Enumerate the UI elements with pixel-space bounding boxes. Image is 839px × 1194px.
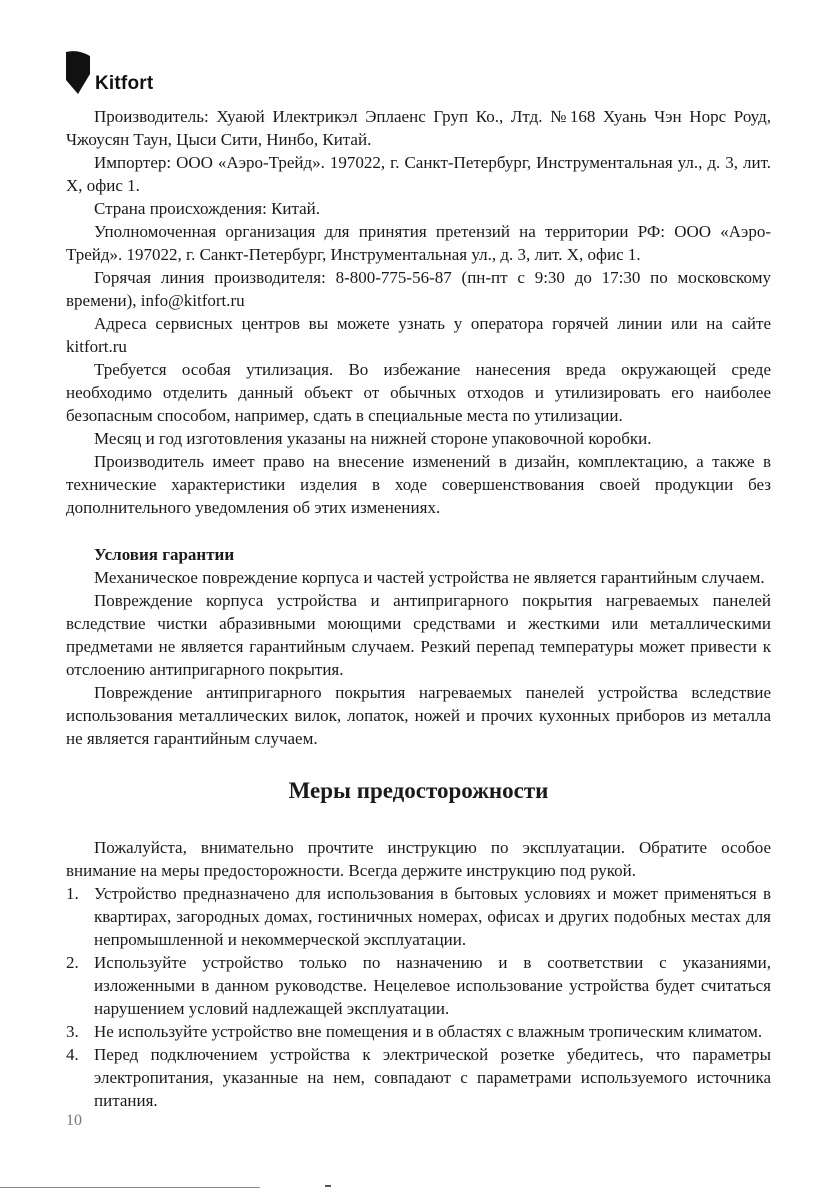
manufacture-date-paragraph: Месяц и год изготовления указаны на нижней стороне упаковочной коробки.: [94, 429, 652, 448]
changes-paragraph: Производитель имеет право на внесение изменений в дизайн, комплектацию, а также в технические характеристики изделия в ходе совершенствования своей продукции без дополнительного уведомления об этих изменениях.: [66, 452, 771, 517]
warranty-heading: Условия гарантии: [94, 545, 235, 564]
list-item-number: 1.: [66, 884, 79, 903]
country-paragraph: Страна происхождения: Китай.: [94, 199, 321, 218]
page-content: [66, 105, 771, 1112]
list-item-text: Используйте устройство только по назначению и в соответствии с указаниями, изложенными в данном руководстве. Нецелевое использование устройства будет считаться нарушением условий надлежащей эксплуатации.: [94, 953, 771, 1018]
warranty-paragraph: Повреждение антипригарного покрытия нагреваемых панелей устройства вследствие использования металлических вилок, лопаток, ножей и прочих кухонных приборов из металла не является гарантийным случаем.: [66, 683, 771, 748]
footer-mark: [325, 1185, 331, 1187]
list-item-text: Устройство предназначено для использования в бытовых условиях и может применяться в квартирах, загородных домах, гостиничных номерах, офисах и других подобных местах для непромышленной и некоммерческой эксплуатации.: [94, 884, 771, 949]
list-item-text: Перед подключением устройства к электрической розетке убедитесь, что параметры электропитания, указанные на нем, совпадают с параметрами используемого источника питания.: [94, 1045, 771, 1110]
brand-logo: [64, 50, 153, 96]
page-number: 10: [66, 1112, 82, 1129]
list-item-text: Не используйте устройство вне помещения и в областях с влажным тропическим климатом.: [94, 1022, 763, 1041]
precautions-title: Меры предосторожности: [288, 778, 549, 803]
list-item: [66, 951, 771, 1020]
kitfort-logo-icon: [64, 50, 92, 96]
footer-rule: [0, 1187, 260, 1188]
service-centers-paragraph: Адреса сервисных центров вы можете узнать у оператора горячей линии или на сайте kitfort.ru: [66, 314, 771, 356]
list-item: [66, 1043, 771, 1112]
list-item-number: 4.: [66, 1045, 79, 1064]
brand-name: Kitfort: [95, 73, 154, 94]
disposal-paragraph: Требуется особая утилизация. Во избежание нанесения вреда окружающей среде необходимо отделить данный объект от обычных отходов и утилизировать его наиболее безопасным способом, например, сдать в специальные места по утилизации.: [66, 360, 771, 425]
list-item: [66, 882, 771, 951]
list-item: [66, 1020, 771, 1043]
list-item-number: 3.: [66, 1022, 79, 1041]
manufacturer-paragraph: Производитель: Хуаюй Илектрикэл Эплаенс Груп Ко., Лтд. №168 Хуань Чэн Норс Роуд, Чжоусян Таун, Цыси Сити, Нинбо, Китай.: [66, 107, 771, 149]
list-item-number: 2.: [66, 953, 79, 972]
precautions-list: [66, 882, 771, 1112]
warranty-paragraph: Повреждение корпуса устройства и антипригарного покрытия нагреваемых панелей вследствие чистки абразивными моющими средствами и жесткими или металлическими предметами не является гарантийным случаем. Резкий перепад температуры может привести к отслоению антипригарного покрытия.: [66, 591, 771, 679]
precautions-intro: Пожалуйста, внимательно прочтите инструкцию по эксплуатации. Обратите особое внимание на меры предосторожности. Всегда держите инструкцию под рукой.: [66, 838, 771, 880]
importer-paragraph: Импортер: ООО «Аэро-Трейд». 197022, г. Санкт-Петербург, Инструментальная ул., д. 3, лит. Х, офис 1.: [66, 153, 771, 195]
hotline-paragraph: Горячая линия производителя: 8-800-775-56-87 (пн-пт с 9:30 до 17:30 по московскому времени), info@kitfort.ru: [66, 268, 771, 310]
warranty-paragraph: Механическое повреждение корпуса и частей устройства не является гарантийным случаем.: [94, 568, 765, 587]
authorized-org-paragraph: Уполномоченная организация для принятия претензий на территории РФ: ООО «Аэро-Трейд». 197022, г. Санкт-Петербург, Инструментальная ул., д. 3, лит. Х, офис 1.: [66, 222, 771, 264]
